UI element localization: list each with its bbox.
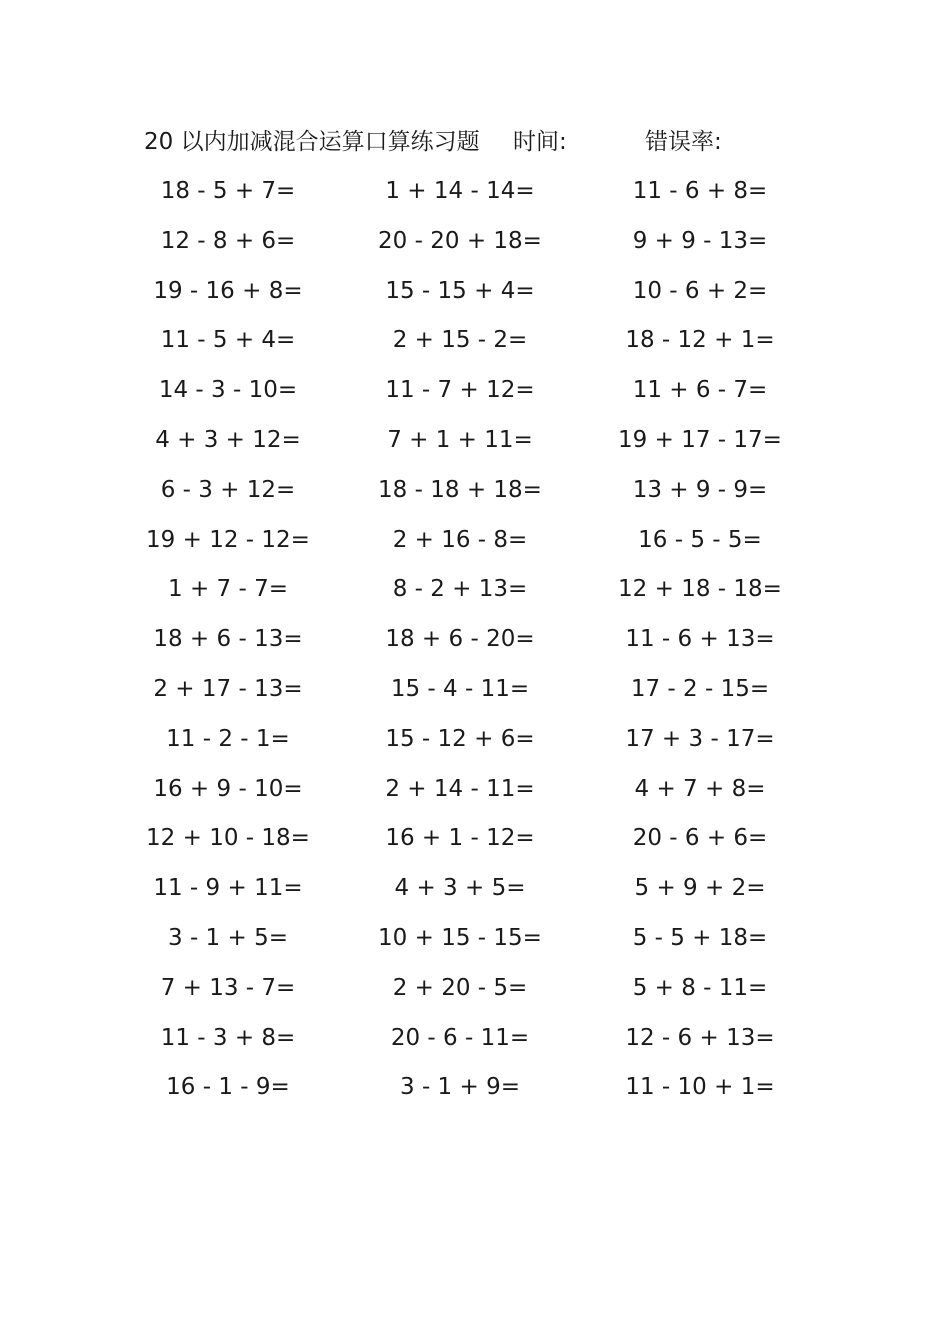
math-problem: 1 + 7 - 7= <box>168 576 288 603</box>
problem-row <box>0 268 950 318</box>
math-problem: 11 - 6 + 8= <box>632 178 768 204</box>
math-problem: 11 - 5 + 4= <box>160 327 296 354</box>
time-label: 时间: <box>513 129 567 155</box>
math-problem: 20 - 6 - 11= <box>390 1024 530 1051</box>
problem-row <box>0 766 950 816</box>
math-problem: 16 - 1 - 9= <box>166 1074 290 1101</box>
math-problem: 11 - 7 + 12= <box>385 377 535 404</box>
math-problem: 2 + 14 - 11= <box>385 775 535 802</box>
math-problem: 15 - 4 - 11= <box>390 675 530 702</box>
problem-row <box>0 317 950 367</box>
problem-row <box>0 168 950 218</box>
math-problem: 18 - 18 + 18= <box>378 476 542 503</box>
math-problem: 11 - 6 + 13= <box>625 626 775 653</box>
math-problem: 4 + 3 + 12= <box>155 426 301 453</box>
math-problem: 19 + 12 - 12= <box>146 526 310 553</box>
worksheet-header <box>144 124 804 160</box>
math-problem: 4 + 3 + 5= <box>394 875 526 902</box>
math-problem: 16 - 5 - 5= <box>638 526 762 553</box>
problem-row <box>0 467 950 517</box>
math-problem: 17 + 3 - 17= <box>625 725 775 752</box>
math-problem: 12 + 18 - 18= <box>618 576 782 603</box>
problem-row <box>0 566 950 616</box>
math-problem: 20 - 6 + 6= <box>632 825 768 852</box>
problem-row <box>0 716 950 766</box>
math-problem: 7 + 1 + 11= <box>387 426 533 453</box>
problem-row <box>0 1064 950 1114</box>
math-problem: 18 + 6 - 13= <box>153 626 303 653</box>
math-problem: 13 + 9 - 9= <box>632 476 768 503</box>
error-rate-label: 错误率: <box>645 129 722 155</box>
math-problem: 16 + 1 - 12= <box>385 825 535 852</box>
problem-grid <box>0 168 950 1114</box>
problem-row <box>0 517 950 567</box>
problem-row <box>0 417 950 467</box>
math-problem: 18 + 6 - 20= <box>385 626 535 653</box>
math-problem: 12 - 8 + 6= <box>160 227 296 254</box>
problem-row <box>0 666 950 716</box>
worksheet-title: 20 以内加减混合运算口算练习题 <box>144 129 480 155</box>
math-problem: 19 - 16 + 8= <box>153 277 303 304</box>
math-problem: 2 + 15 - 2= <box>392 327 528 354</box>
math-problem: 3 - 1 + 5= <box>168 924 288 951</box>
math-problem: 5 - 5 + 18= <box>632 924 768 951</box>
problem-row <box>0 1015 950 1065</box>
math-problem: 10 + 15 - 15= <box>378 924 542 951</box>
math-problem: 12 - 6 + 13= <box>625 1024 775 1051</box>
math-problem: 1 + 14 - 14= <box>385 178 535 204</box>
math-problem: 2 + 16 - 8= <box>392 526 528 553</box>
math-problem: 17 - 2 - 15= <box>630 675 770 702</box>
math-problem: 11 - 10 + 1= <box>625 1074 775 1101</box>
math-problem: 20 - 20 + 18= <box>378 227 542 254</box>
math-problem: 15 - 15 + 4= <box>385 277 535 304</box>
math-problem: 18 - 5 + 7= <box>160 178 296 204</box>
math-problem: 15 - 12 + 6= <box>385 725 535 752</box>
math-problem: 7 + 13 - 7= <box>160 974 296 1001</box>
math-problem: 11 + 6 - 7= <box>632 377 768 404</box>
problem-row <box>0 367 950 417</box>
math-problem: 11 - 3 + 8= <box>160 1024 296 1051</box>
math-problem: 5 + 8 - 11= <box>632 974 768 1001</box>
problem-row <box>0 915 950 965</box>
math-problem: 6 - 3 + 12= <box>160 476 296 503</box>
problem-row <box>0 965 950 1015</box>
problem-row <box>0 815 950 865</box>
math-problem: 11 - 2 - 1= <box>166 725 290 752</box>
math-problem: 5 + 9 + 2= <box>634 875 766 902</box>
problem-row <box>0 865 950 915</box>
math-problem: 18 - 12 + 1= <box>625 327 775 354</box>
math-problem: 9 + 9 - 13= <box>632 227 768 254</box>
math-problem: 14 - 3 - 10= <box>158 377 298 404</box>
math-problem: 2 + 17 - 13= <box>153 675 303 702</box>
math-problem: 16 + 9 - 10= <box>153 775 303 802</box>
problem-row <box>0 616 950 666</box>
math-problem: 3 - 1 + 9= <box>400 1074 520 1101</box>
math-problem: 8 - 2 + 13= <box>392 576 528 603</box>
problem-row <box>0 218 950 268</box>
math-problem: 12 + 10 - 18= <box>146 825 310 852</box>
math-problem: 19 + 17 - 17= <box>618 426 782 453</box>
math-problem: 4 + 7 + 8= <box>634 775 766 802</box>
math-problem: 2 + 20 - 5= <box>392 974 528 1001</box>
math-problem: 11 - 9 + 11= <box>153 875 303 902</box>
math-problem: 10 - 6 + 2= <box>632 277 768 304</box>
